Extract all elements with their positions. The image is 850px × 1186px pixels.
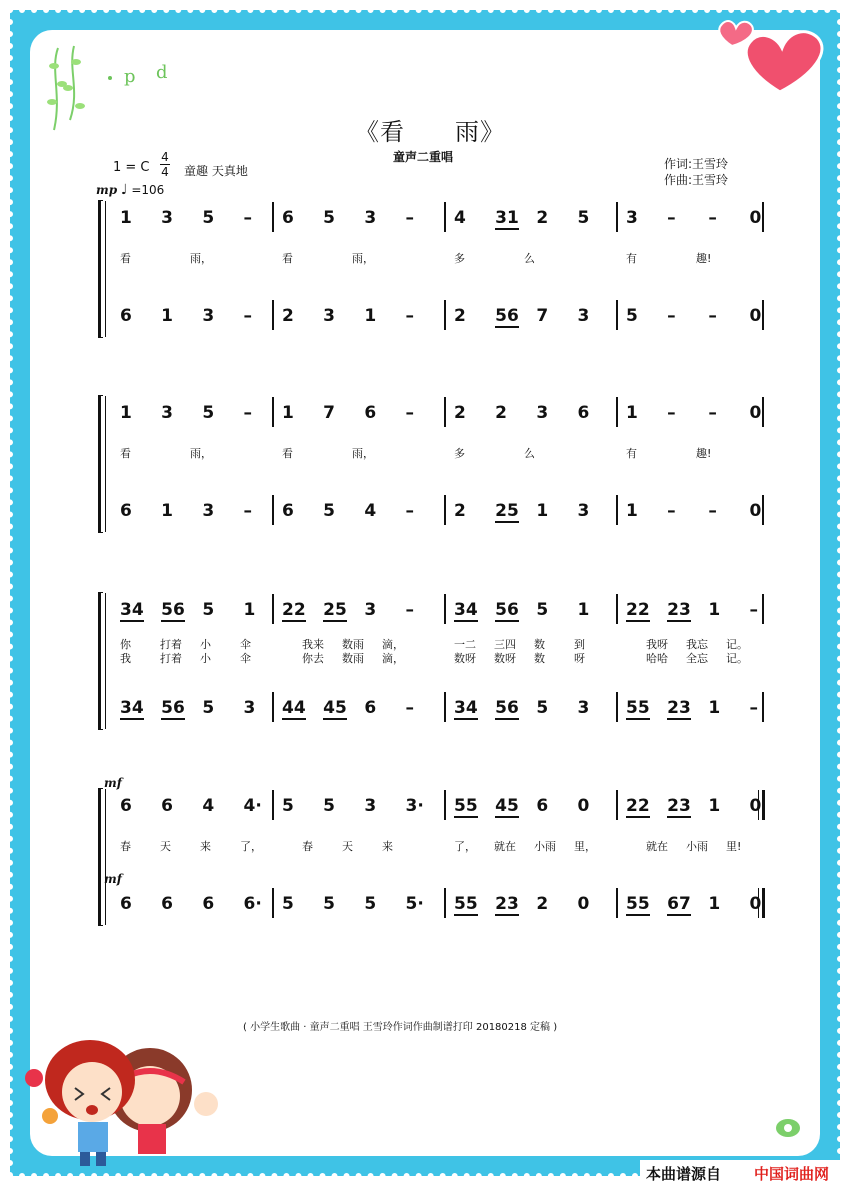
note: 3 [536,403,549,423]
meter-top: 4 [161,150,169,164]
note: 1 [626,403,638,423]
bar-line [444,300,446,330]
note: 5 [282,796,294,816]
note: 7 [536,306,549,326]
note: 1 [536,501,549,521]
note: 5 [202,208,215,228]
bar-line [272,692,274,722]
note: 0 [749,306,762,326]
bar-line [272,397,274,427]
note: 34 [120,600,144,620]
bar-line [272,495,274,525]
lyric: 就在 [494,840,516,853]
system-bracket [98,788,103,926]
note: 3 [577,501,590,521]
staff-line [112,395,772,431]
note: 1 [708,894,721,914]
note: 4 [454,208,466,228]
final-bar-line [758,888,765,918]
note: 5 [282,894,294,914]
note: 6 [120,501,132,521]
hearts-decoration-icon [710,14,835,99]
note: 3 [577,698,590,718]
note: 1 [364,306,377,326]
note: 7 [323,403,335,423]
source-watermark [640,1160,850,1186]
lyric: 小 [200,638,211,651]
note: 22 [626,796,650,816]
lyric: 来 [382,840,393,853]
lyric: 看 [120,252,131,265]
note: – [708,403,717,423]
note: 2 [536,208,549,228]
lyric: 雨， [352,252,374,265]
bar-line [444,594,446,624]
note: 5 [323,208,335,228]
note: 56 [495,600,519,620]
lyric: 春 [302,840,313,853]
bar-line [444,202,446,232]
note: 0 [749,403,762,423]
lyric: 天 [342,840,353,853]
lyric: 么 [524,252,535,265]
lyric-verse-2: 小 [200,652,211,665]
lyric: 多 [454,447,465,460]
note: 5 [202,698,215,718]
note: – [667,403,676,423]
note: 1 [708,796,721,816]
bar-line [444,692,446,722]
note: 6 [161,796,173,816]
lyric: 记。 [726,638,748,651]
lyric: 小雨 [534,840,556,853]
source-prefix: 本曲谱源自 [646,1165,722,1183]
bar-line [616,397,618,427]
bar-line [616,790,618,820]
bar-line [762,397,764,427]
lyric: 三四 [494,638,516,651]
bar-line [616,692,618,722]
note: 3 [161,208,173,228]
lyric: 我忘 [686,638,708,651]
note: 23 [667,600,691,620]
lyric: 我呀 [646,638,668,651]
lyric-verse-2: 你去 [302,652,324,665]
note: 5 [536,600,549,620]
note: – [405,306,414,326]
note: 4 [202,796,215,816]
lyric: 到 [574,638,585,651]
note: 5 [323,894,335,914]
note: 6 [282,208,294,228]
bar-line [272,202,274,232]
lyric: 雨， [190,447,212,460]
note: 3 [364,600,377,620]
note: 22 [282,600,306,620]
note: 3 [577,306,590,326]
lyric: 雨， [352,447,374,460]
note: 5 [202,403,215,423]
note: – [243,208,252,228]
lyric: 伞 [240,638,251,651]
lyric: 了， [454,840,476,853]
note: 1 [120,403,132,423]
lyric: 趣! [696,252,712,265]
note: 6 [364,698,377,718]
lyric: 你 [120,638,131,651]
note: 6· [243,894,262,914]
bar-line [762,594,764,624]
lyric: 春 [120,840,131,853]
note: 1 [626,501,638,521]
note: 5 [626,306,638,326]
note: 2 [454,501,466,521]
note: 55 [454,894,478,914]
lyric: 雨， [190,252,212,265]
lyric-verse-2: 呀 [574,652,585,665]
note: – [708,306,717,326]
note: 45 [323,698,347,718]
song-subtitle: 童声二重唱 [393,150,454,164]
note: 1 [120,208,132,228]
lyric: 有 [626,447,637,460]
note: 1 [282,403,294,423]
lyric-verse-2: 哈哈 [646,652,668,665]
note: 56 [161,698,185,718]
note: 34 [120,698,144,718]
time-signature [160,150,170,179]
note: 0 [749,894,762,914]
note: – [243,306,252,326]
lyric-verse-2: 数雨 [342,652,364,665]
final-bar-line [758,790,765,820]
tempo-value: =106 [131,183,165,197]
note: – [243,403,252,423]
staff-line [112,592,772,628]
note: 6 [577,403,590,423]
note: 4· [243,796,262,816]
bar-line [616,495,618,525]
note: 5 [577,208,590,228]
lyric: 打着 [160,638,182,651]
note: 0 [749,208,762,228]
note: 31 [495,208,519,228]
note: 23 [667,698,691,718]
note: – [749,698,758,718]
bar-line [444,790,446,820]
bar-line [272,790,274,820]
note: 3 [364,796,377,816]
vine-decoration-icon [40,40,190,140]
bar-line [762,692,764,722]
note: 3 [323,306,335,326]
composer: 作曲:王雪玲 [664,173,729,187]
lyric: 我来 [302,638,324,651]
bar-line [444,397,446,427]
bar-line [762,495,764,525]
note: 1 [708,600,721,620]
note: 5 [536,698,549,718]
lyric: 数雨 [342,638,364,651]
note: 5 [364,894,377,914]
lyric-verse-2: 记。 [726,652,748,665]
note: 6 [120,796,132,816]
note: 0 [749,501,762,521]
bar-line [272,888,274,918]
system-bracket [98,200,103,338]
expression-mark: 童趣 天真地 [184,164,248,178]
lyric: 就在 [646,840,668,853]
note: – [405,600,414,620]
system-bracket [98,395,103,533]
note: 0 [749,796,762,816]
bar-line [762,202,764,232]
note: 6 [120,894,132,914]
note: 6 [120,306,132,326]
note: 3· [405,796,424,816]
note: 3 [202,501,215,521]
note: 34 [454,600,478,620]
lyric: 小雨 [686,840,708,853]
note: 3 [161,403,173,423]
staff-line [112,886,772,922]
note: – [749,600,758,620]
note: 1 [161,306,173,326]
lyric-verse-2: 伞 [240,652,251,665]
note: 2 [282,306,294,326]
dynamic-mf: mf [104,872,122,886]
note: 23 [495,894,519,914]
note: 44 [282,698,306,718]
meter-bottom: 4 [161,165,169,179]
note: 1 [243,600,256,620]
footer-note: ( 小学生歌曲 · 童声二重唱 王雪玲作词作曲制谱打印 20180218 定稿 ) [243,1022,558,1033]
key-signature: 1 = C [113,160,150,175]
note: 1 [708,698,721,718]
note: 6 [202,894,215,914]
lyric-verse-2: 数呀 [454,652,476,665]
note: – [405,208,414,228]
lyric: 数 [534,638,545,651]
system-bracket [98,592,103,730]
lyric-verse-2: 打着 [160,652,182,665]
credits [664,156,728,188]
bar-line [616,888,618,918]
note: 1 [577,600,590,620]
note: 56 [495,306,519,326]
note: 55 [454,796,478,816]
note: 6 [282,501,294,521]
note: 2 [536,894,549,914]
lyric: 来 [200,840,211,853]
dynamic-mf: mf [104,776,122,790]
note: 3 [202,306,215,326]
note: 25 [495,501,519,521]
bar-line [272,300,274,330]
note: 2 [454,306,466,326]
lyric: 看 [120,447,131,460]
note: – [405,698,414,718]
note: 56 [495,698,519,718]
note: 55 [626,698,650,718]
note: – [405,501,414,521]
note: 67 [667,894,691,914]
lyric: 多 [454,252,465,265]
note: 3 [243,698,256,718]
svg-text:d: d [156,62,168,83]
lyric: 里， [574,840,596,853]
note: 2 [454,403,466,423]
bar-line [444,888,446,918]
note: 4 [364,501,377,521]
note: 5 [323,501,335,521]
note: – [667,208,676,228]
svg-text:p: p [124,66,136,87]
lyric: 一二 [454,638,476,651]
staff-line [112,788,772,824]
note: – [667,306,676,326]
staff-line [112,690,772,726]
lyric: 看 [282,252,293,265]
note: 2 [495,403,507,423]
note: 3 [626,208,638,228]
note: 25 [323,600,347,620]
leaf-decoration-icon [772,1112,806,1140]
note: 23 [667,796,691,816]
note: 6 [536,796,549,816]
note: 6 [364,403,377,423]
quarter-note-icon: ♩ [120,182,128,198]
note: – [708,501,717,521]
lyric: 看 [282,447,293,460]
note: 5 [323,796,335,816]
note: – [243,501,252,521]
lyric: 天 [160,840,171,853]
note: 6 [161,894,173,914]
note: 34 [454,698,478,718]
bar-line [272,594,274,624]
bar-line [616,594,618,624]
source-site[interactable]: 中国词曲网 [754,1165,830,1183]
note: 5· [405,894,424,914]
note: 5 [202,600,215,620]
note: – [667,501,676,521]
note: 56 [161,600,185,620]
bar-line [444,495,446,525]
bar-line [616,300,618,330]
song-title: 《看 雨》 [355,118,505,146]
lyric-verse-2: 我 [120,652,131,665]
bar-line [616,202,618,232]
staff-line [112,200,772,236]
note: – [405,403,414,423]
lyricist: 作词:王雪玲 [664,157,729,171]
note: 45 [495,796,519,816]
cartoon-children-icon [20,1030,240,1175]
lyric-verse-2: 数呀 [494,652,516,665]
note: 0 [577,796,590,816]
lyric: 了， [240,840,262,853]
lyric: 里! [726,840,742,853]
lyric-verse-2: 数 [534,652,545,665]
note: 55 [626,894,650,914]
staff-line [112,298,772,334]
note: 0 [577,894,590,914]
note: – [708,208,717,228]
note: 1 [161,501,173,521]
note: 3 [364,208,377,228]
dynamic-mp: mp [96,183,118,197]
lyric-verse-2: 滴， [382,652,404,665]
lyric: 么 [524,447,535,460]
lyric: 滴， [382,638,404,651]
note: 22 [626,600,650,620]
lyric: 趣! [696,447,712,460]
staff-line [112,493,772,529]
bar-line [762,300,764,330]
lyric: 有 [626,252,637,265]
lyric-verse-2: 全忘 [686,652,708,665]
tempo-mark [96,182,164,198]
